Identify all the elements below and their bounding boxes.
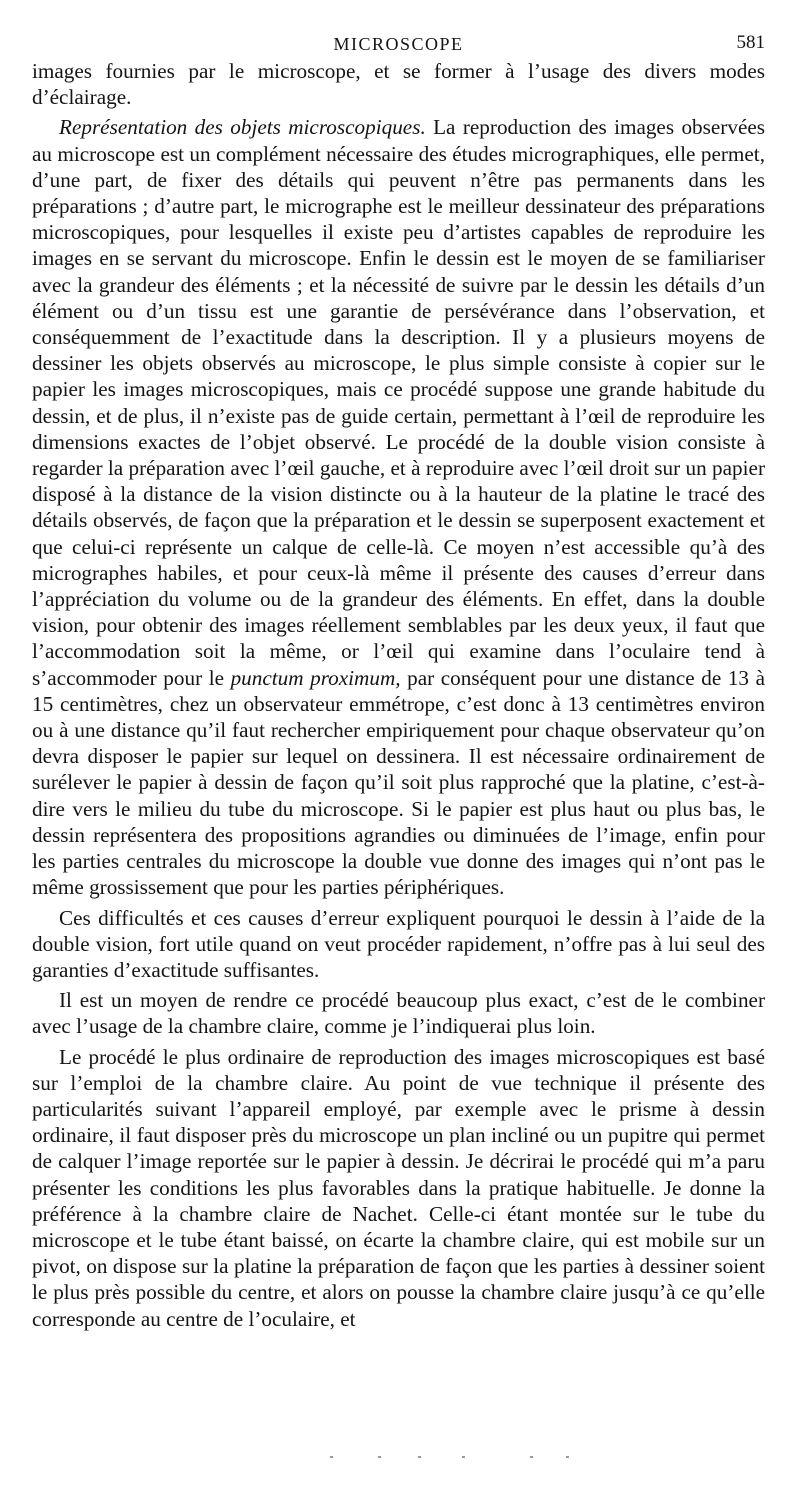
section-heading: Représentation des objets microscopiques. xyxy=(59,115,426,140)
text-run: La reproduction des images observées au microscope est un complément nécessaire des études micrographiques, elle permet, d’une part, de fixer des détails qui peuvent n’être pas permanents dans les préparations ; d’autre part, le micrographe est le meilleur dessinateur des préparations microscopiques, pour lesquelles il existe peu d’artistes capables de reproduire les images en se servant du microscope. Enfin le dessin est le moyen de se familiariser avec la grandeur des éléments ; et la nécessité de suivre par le dessin les détails d’un élément ou d’un tissu est une garantie de persévérance dans l’observation, et conséquemment de l’exactitude dans la description. Il y a plusieurs moyens de dessiner les objets observés au microscope, le plus simple consiste à copier sur le papier les images microscopiques, mais ce procédé suppose une grande habitude du dessin, et de plus, il n’existe pas de guide certain, permettant à l’œil de reproduire les dimensions exactes de l’objet observé. Le procédé de la double vision consiste à regarder la préparation avec l’œil gauche, et à reproduire avec l’œil droit sur un papier disposé à la distance de la vision distincte ou à la hauteur de la platine le tracé des détails observés, de façon que la préparation et le dessin se superposent exactement et que celui-ci représente un calque de celle-là. Ce moyen n’est accessible qu’à des micrographes habiles, et pour ceux-là même il présente des causes d’erreur dans l’appréciation du volume ou de la grandeur des éléments. En effet, dans la double vision, pour obtenir des images réellement semblables par les deux yeux, il faut que l’accommodation soit la même, or l’œil qui examine dans l’oculaire tend à s’accommoder pour le xyxy=(32,115,765,690)
paragraph xyxy=(32,987,765,1039)
page-number: 581 xyxy=(736,32,765,53)
text-run: images fournies par le microscope, et se former à l’usage des divers modes d’éclairage. xyxy=(32,59,765,110)
scan-speck xyxy=(330,1456,333,1458)
running-title: MICROSCOPE xyxy=(333,34,464,54)
scan-speck xyxy=(462,1456,465,1458)
latin-term: punctum proximum, xyxy=(230,665,401,690)
paragraph xyxy=(32,1044,765,1332)
text-run: par conséquent pour une distance de 13 à 15 centimètres, chez un observateur emmétrope, c’est donc à 13 centimètres environ ou à une distance qu’il faut rechercher empiriquement pour chaque observateur qu’on devra disposer le papier sur lequel on dessinera. Il est nécessaire ordinairement de surélever le papier à dessin de façon qu’il soit plus rapproché que la platine, c’est-à-dire vers le milieu du tube du microscope. Si le papier est plus haut ou plus bas, le dessin représentera des propositions agrandies ou diminuées de l’image, enfin pour les parties centrales du microscope la double vue donne des images qui n’ont pas le même grossissement que pour les parties périphériques. xyxy=(32,665,765,900)
text-run: Le procédé le plus ordinaire de reproduction des images microscopiques est basé sur l’emploi de la chambre claire. Au point de vue technique il présente des particularités suivant l’appareil employé, par exemple avec le prisme à dessin ordinaire, il faut disposer près du microscope un plan incliné ou un pupitre qui permet de calquer l’image reportée sur le papier à dessin. Je décrirai le procédé qui m’a paru présenter les conditions les plus favorables dans la pratique habituelle. Je donne la préférence à la chambre claire de Nachet. Celle-ci étant montée sur le tube du microscope et le tube étant baissé, on écarte la chambre claire, qui est mobile sur un pivot, on dispose sur la platine la préparation de façon que les parties à dessiner soient le plus près possible du centre, et alors on pousse la chambre claire jusqu’à ce qu’elle corresponde au centre de l’oculaire, et xyxy=(32,1044,765,1331)
paragraph xyxy=(32,905,765,984)
scan-artifacts xyxy=(320,1452,620,1462)
running-head xyxy=(32,28,765,58)
scan-speck xyxy=(418,1456,421,1458)
paragraph xyxy=(32,58,765,110)
text-run: Il est un moyen de rendre ce procédé beaucoup plus exact, c’est de le combiner avec l’usage de la chambre claire, comme je l’indiquerai plus loin. xyxy=(32,988,765,1039)
scan-speck xyxy=(530,1456,533,1458)
body-text xyxy=(32,58,765,1332)
scan-speck xyxy=(566,1456,569,1458)
paragraph xyxy=(32,114,765,900)
text-run: Ces difficultés et ces causes d’erreur expliquent pourquoi le dessin à l’aide de la double vision, fort utile quand on veut procéder rapidement, n’offre pas à lui seul des garanties d’exactitude suffisantes. xyxy=(32,905,765,982)
book-page xyxy=(32,28,765,1332)
scan-speck xyxy=(378,1456,381,1458)
